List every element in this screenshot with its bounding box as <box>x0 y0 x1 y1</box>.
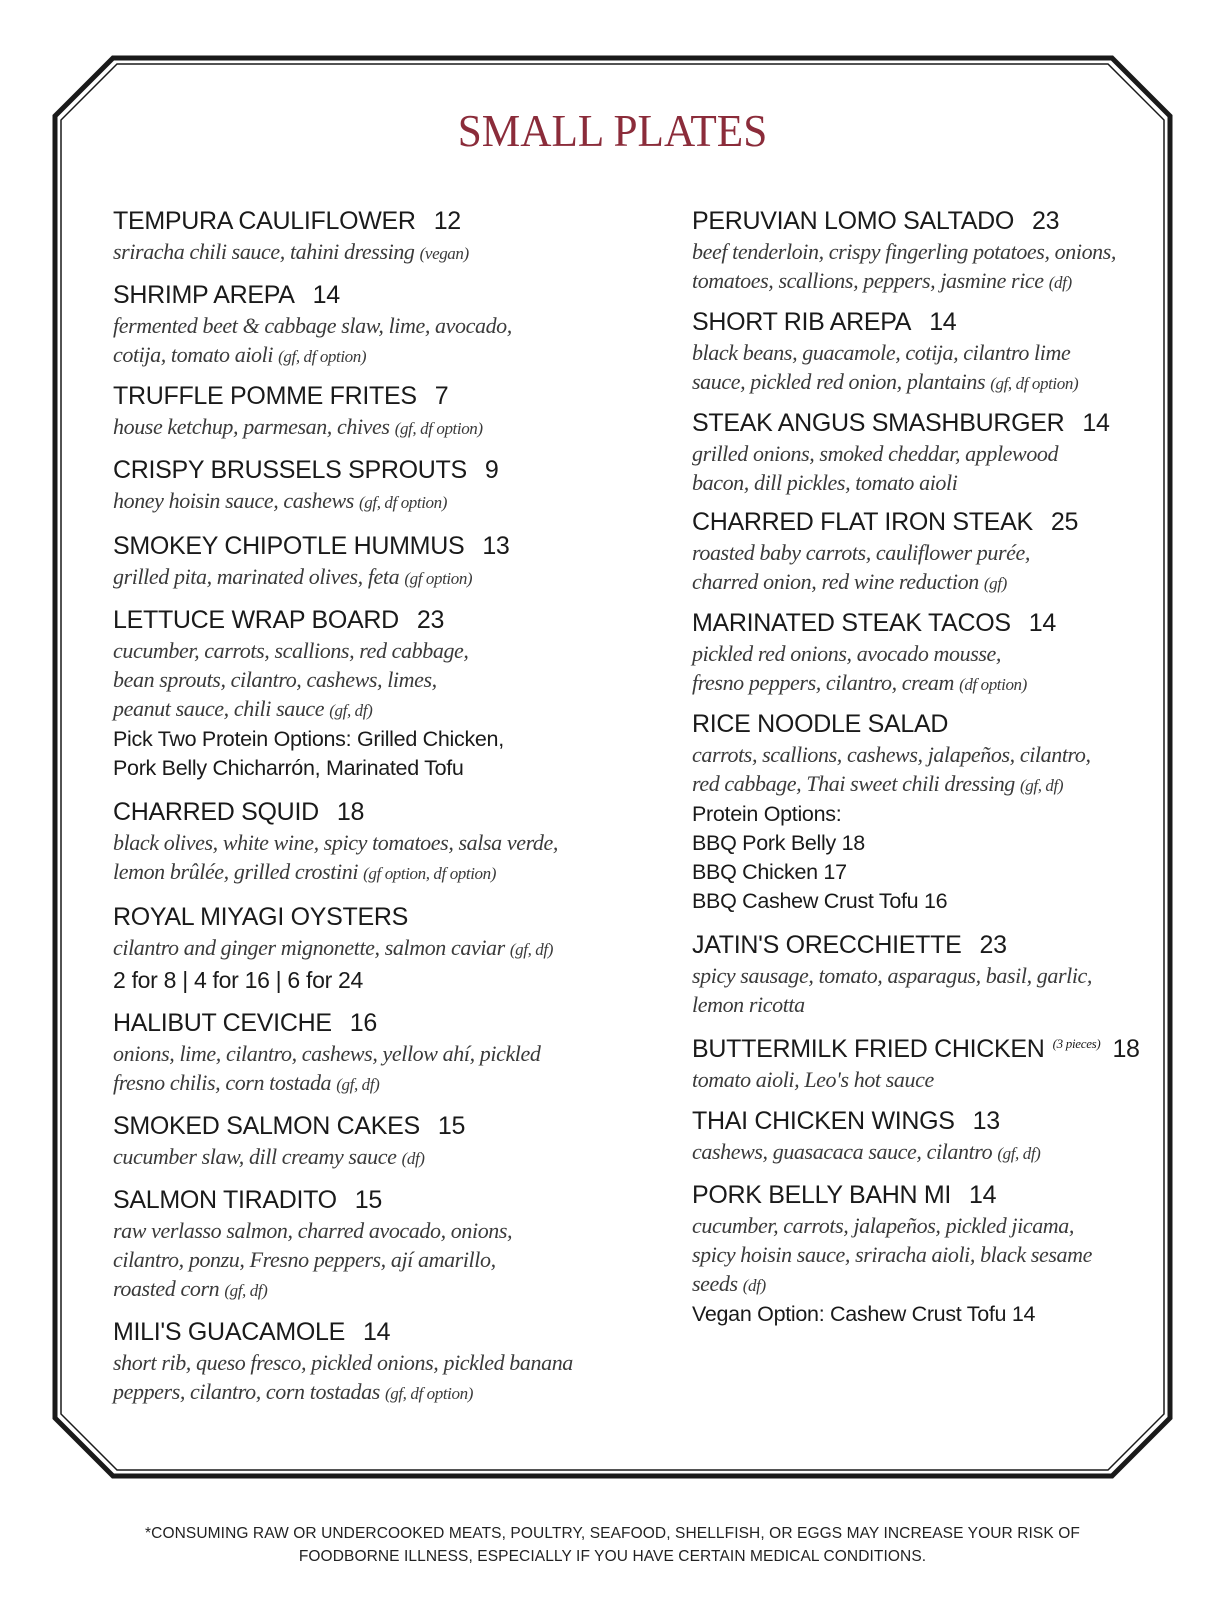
description-text: spicy hoisin sauce, sriracha aioli, black sesame <box>692 1242 1092 1267</box>
description-line <box>113 1245 613 1274</box>
dietary-tag: (gf option) <box>404 569 473 588</box>
description-text: fresno peppers, cilantro, cream <box>692 670 954 695</box>
description-line <box>113 828 613 857</box>
dietary-tag: (gf, df option) <box>384 1384 473 1403</box>
menu-item <box>692 1180 1142 1329</box>
description-text: peanut sauce, chili sauce <box>113 696 325 721</box>
menu-item-price: 13 <box>482 532 510 560</box>
menu-item <box>113 1317 613 1408</box>
description-text: black beans, guacamole, cotija, cilantro lime <box>692 340 1071 365</box>
description-line <box>113 636 613 665</box>
description-line <box>113 1068 613 1099</box>
menu-item-description <box>692 1065 1142 1094</box>
menu-item <box>113 797 613 888</box>
menu-item <box>113 206 613 268</box>
menu-item <box>692 206 1142 297</box>
menu-item-name: THAI CHICKEN WINGS <box>692 1107 955 1135</box>
menu-item <box>692 1029 1142 1094</box>
menu-item-price: 23 <box>1032 207 1060 235</box>
description-line <box>113 1039 613 1068</box>
menu-item-description <box>113 311 613 371</box>
description-line <box>113 933 613 964</box>
description-line <box>692 1065 1142 1094</box>
menu-item-header <box>113 381 613 411</box>
description-text: tomato aioli, Leo's hot sauce <box>692 1067 934 1092</box>
menu-item <box>113 605 613 783</box>
menu-item-description <box>692 538 1142 598</box>
description-text: house ketchup, parmesan, chives <box>113 414 390 439</box>
description-text: roasted corn <box>113 1276 220 1301</box>
description-text: fermented beet & cabbage slaw, lime, avocado, <box>113 313 512 338</box>
menu-item-price: 13 <box>972 1107 1000 1135</box>
description-text: black olives, white wine, spicy tomatoes, salsa verde, <box>113 830 558 855</box>
description-line <box>113 562 613 593</box>
description-text: cilantro and ginger mignonette, salmon caviar <box>113 935 505 960</box>
description-text: honey hoisin sauce, cashews <box>113 488 354 513</box>
menu-item-price: 23 <box>979 931 1007 959</box>
description-text: red cabbage, Thai sweet chili dressing <box>692 771 1015 796</box>
description-line <box>113 1377 613 1408</box>
description-line <box>692 740 1142 769</box>
dietary-tag: (gf, df option) <box>278 347 367 366</box>
description-text: grilled onions, smoked cheddar, applewood <box>692 441 1059 466</box>
description-text: lemon brûlée, grilled crostini <box>113 859 359 884</box>
menu-item <box>692 709 1142 916</box>
description-text: charred onion, red wine reduction <box>692 569 979 594</box>
dietary-tag: (gf, df) <box>997 1144 1041 1163</box>
menu-item-header <box>113 455 613 485</box>
description-line <box>692 961 1142 990</box>
menu-item-description <box>113 933 613 964</box>
menu-item-price: 18 <box>1112 1035 1140 1063</box>
menu-item-header <box>692 507 1142 537</box>
food-safety-disclaimer <box>0 1522 1225 1568</box>
description-line <box>692 338 1142 367</box>
menu-item-name: BUTTERMILK FRIED CHICKEN <box>692 1035 1045 1063</box>
menu-item-option-line: Pork Belly Chicharrón, Marinated Tofu <box>113 756 464 780</box>
description-line <box>692 266 1142 297</box>
menu-item-header <box>692 930 1142 960</box>
menu-item-option-line: BBQ Cashew Crust Tofu 16 <box>692 889 948 913</box>
menu-item-option-line: Vegan Option: Cashew Crust Tofu 14 <box>692 1302 1036 1326</box>
menu-item-name: TEMPURA CAULIFLOWER <box>113 207 416 235</box>
menu-item-name: PERUVIAN LOMO SALTADO <box>692 207 1015 235</box>
dietary-tag: (df) <box>1048 273 1072 292</box>
menu-item <box>692 307 1142 398</box>
menu-item-header <box>692 1106 1142 1136</box>
menu-item-option-line: Pick Two Protein Options: Grilled Chicken, <box>113 727 504 751</box>
dietary-tag: (gf, df) <box>1020 776 1064 795</box>
description-text: cashews, guasacaca sauce, cilantro <box>692 1139 993 1164</box>
menu-item-header <box>113 280 613 310</box>
menu-item-description <box>113 1216 613 1305</box>
menu-item-description <box>692 1137 1142 1168</box>
description-line <box>692 769 1142 800</box>
menu-item <box>113 455 613 517</box>
menu-item-name: HALIBUT CEVICHE <box>113 1009 332 1037</box>
menu-item <box>692 608 1142 699</box>
menu-item <box>113 1185 613 1305</box>
description-line <box>692 1269 1142 1300</box>
dietary-tag: (gf option, df option) <box>363 864 497 883</box>
menu-item-name: LETTUCE WRAP BOARD <box>113 606 399 634</box>
menu-item-name: SALMON TIRADITO <box>113 1186 337 1214</box>
menu-item-header <box>113 1111 613 1141</box>
menu-item-description <box>692 439 1142 497</box>
description-line <box>692 439 1142 468</box>
description-line <box>692 990 1142 1019</box>
description-line <box>113 1142 613 1173</box>
menu-item-description <box>692 961 1142 1019</box>
description-text: bean sprouts, cilantro, cashews, limes, <box>113 667 437 692</box>
menu-item-price: 14 <box>1028 609 1056 637</box>
menu-item-header <box>692 709 1142 739</box>
menu-item-header <box>113 1185 613 1215</box>
menu-item-header <box>692 608 1142 638</box>
disclaimer-line: FOODBORNE ILLNESS, ESPECIALLY IF YOU HAVE CERTAIN MEDICAL CONDITIONS. <box>298 1548 927 1565</box>
description-line <box>113 694 613 725</box>
menu-item-description <box>692 1211 1142 1300</box>
dietary-tag: (df option) <box>959 675 1027 694</box>
menu-item-description <box>692 639 1142 699</box>
menu-item-price: 9 <box>484 456 499 484</box>
description-line <box>113 340 613 371</box>
menu-item-price: 7 <box>434 382 449 410</box>
menu-item-price: 14 <box>969 1181 997 1209</box>
menu-item-name: SMOKEY CHIPOTLE HUMMUS <box>113 532 465 560</box>
description-text: sauce, pickled red onion, plantains <box>692 369 986 394</box>
description-line <box>113 237 613 268</box>
menu-item <box>113 531 613 593</box>
menu-item-name: STEAK ANGUS SMASHBURGER <box>692 409 1065 437</box>
menu-item-description <box>692 740 1142 800</box>
menu-item-description <box>113 237 613 268</box>
menu-item-price: 14 <box>362 1318 391 1346</box>
menu-item-header <box>113 531 613 561</box>
description-text: beef tenderloin, crispy fingerling potatoes, onions, <box>692 239 1117 264</box>
left-menu-column <box>113 206 613 1408</box>
menu-item-portion-note: (3 pieces) <box>1052 1036 1101 1051</box>
description-text: cucumber, carrots, scallions, red cabbage, <box>113 638 469 663</box>
menu-item-option-line: BBQ Chicken 17 <box>692 860 847 884</box>
description-line <box>692 668 1142 699</box>
description-text: fresno chilis, corn tostada <box>113 1070 332 1095</box>
description-line <box>113 665 613 694</box>
description-line <box>692 567 1142 598</box>
dietary-tag: (gf, df option) <box>990 374 1079 393</box>
description-line <box>113 1348 613 1377</box>
menu-item <box>113 381 613 443</box>
description-text: seeds <box>692 1271 738 1296</box>
menu-item-header <box>692 1029 1142 1064</box>
menu-item-name: ROYAL MIYAGI OYSTERS <box>113 903 408 931</box>
description-text: roasted baby carrots, cauliflower purée, <box>692 540 1030 565</box>
dietary-tag: (gf, df) <box>336 1075 380 1094</box>
description-line <box>113 1216 613 1245</box>
menu-item-price: 14 <box>1082 409 1110 437</box>
description-line <box>692 468 1142 497</box>
menu-item-description <box>113 1142 613 1173</box>
menu-item <box>113 280 613 371</box>
menu-item-price: 14 <box>929 308 957 336</box>
dietary-tag: (gf, df) <box>224 1281 268 1300</box>
menu-item-price: 12 <box>433 207 461 235</box>
description-line <box>692 237 1142 266</box>
menu-item-name: MARINATED STEAK TACOS <box>692 609 1011 637</box>
menu-item-name: SMOKED SALMON CAKES <box>113 1112 420 1140</box>
menu-item-header <box>113 1317 613 1347</box>
description-text: sriracha chili sauce, tahini dressing <box>113 239 415 264</box>
description-text: carrots, scallions, cashews, jalapeños, cilantro, <box>692 742 1091 767</box>
menu-item-name: SHORT RIB AREPA <box>692 308 912 336</box>
description-line <box>692 639 1142 668</box>
menu-item-header <box>113 902 613 932</box>
dietary-tag: (gf, df) <box>509 940 553 959</box>
menu-item-description <box>113 828 613 888</box>
description-text: bacon, dill pickles, tomato aioli <box>692 470 958 495</box>
menu-item-name: RICE NOODLE SALAD <box>692 710 949 738</box>
menu-item <box>692 507 1142 598</box>
menu-item-description <box>113 1348 613 1408</box>
description-line <box>113 857 613 888</box>
menu-item <box>692 408 1142 497</box>
menu-item-header <box>692 1180 1142 1210</box>
menu-item-description <box>113 412 613 443</box>
menu-item <box>113 902 613 996</box>
menu-item-price: 15 <box>354 1186 383 1214</box>
menu-item-header <box>113 206 613 236</box>
menu-item-name: CHARRED SQUID <box>113 798 319 826</box>
description-line <box>692 367 1142 398</box>
right-menu-column <box>692 206 1142 1329</box>
menu-item-pricing-line: 2 for 8 | 4 for 16 | 6 for 24 <box>113 967 364 993</box>
menu-item-description <box>692 237 1142 297</box>
menu-item-name: CRISPY BRUSSELS SPROUTS <box>113 456 467 484</box>
menu-item-name: SHRIMP AREPA <box>113 281 295 309</box>
description-text: short rib, queso fresco, pickled onions, pickled banana <box>113 1350 573 1375</box>
menu-item-option-line: BBQ Pork Belly 18 <box>692 831 865 855</box>
menu-item-price: 16 <box>349 1009 377 1037</box>
disclaimer-line: *CONSUMING RAW OR UNDERCOOKED MEATS, POULTRY, SEAFOOD, SHELLFISH, OR EGGS MAY INCREASE YOUR RISK OF <box>145 1525 1080 1542</box>
description-line <box>113 412 613 443</box>
description-text: cilantro, ponzu, Fresno peppers, ají amarillo, <box>113 1247 496 1272</box>
menu-item-name: CHARRED FLAT IRON STEAK <box>692 508 1033 536</box>
menu-item-price: 14 <box>312 281 340 309</box>
menu-item-option-line: Protein Options: <box>692 802 842 826</box>
menu-item-name: TRUFFLE POMME FRITES <box>113 382 417 410</box>
menu-item <box>692 1106 1142 1168</box>
menu-item-name: PORK BELLY BAHN MI <box>692 1181 952 1209</box>
description-line <box>692 538 1142 567</box>
description-text: cucumber, carrots, jalapeños, pickled jicama, <box>692 1213 1074 1238</box>
dietary-tag: (df) <box>401 1149 425 1168</box>
menu-item-description <box>113 636 613 725</box>
menu-item-header <box>692 206 1142 236</box>
menu-item-description <box>692 338 1142 398</box>
menu-item-description <box>113 562 613 593</box>
description-line <box>113 486 613 517</box>
menu-item-header <box>113 1008 613 1038</box>
menu-item-header <box>692 408 1142 438</box>
menu-item-header <box>113 605 613 635</box>
description-text: pickled red onions, avocado mousse, <box>692 641 1002 666</box>
dietary-tag: (df) <box>742 1276 766 1295</box>
description-text: onions, lime, cilantro, cashews, yellow ahí, pickled <box>113 1041 541 1066</box>
description-text: spicy sausage, tomato, asparagus, basil, garlic, <box>692 963 1093 988</box>
menu-item-price: 23 <box>416 606 445 634</box>
description-text: grilled pita, marinated olives, feta <box>113 564 400 589</box>
menu-item-price: 15 <box>437 1112 466 1140</box>
menu-item-name: MILI'S GUACAMOLE <box>113 1318 345 1346</box>
dietary-tag: (vegan) <box>419 244 469 263</box>
description-text: peppers, cilantro, corn tostadas <box>113 1379 380 1404</box>
menu-item-header <box>113 797 613 827</box>
menu-item-header <box>692 307 1142 337</box>
menu-item <box>113 1111 613 1173</box>
menu-item-description <box>113 486 613 517</box>
description-text: cotija, tomato aioli <box>113 342 274 367</box>
menu-item <box>113 1008 613 1099</box>
description-line <box>113 311 613 340</box>
menu-item-price: 18 <box>336 798 365 826</box>
menu-item-name: JATIN'S ORECCHIETTE <box>692 931 962 959</box>
description-text: tomatoes, scallions, peppers, jasmine rice <box>692 268 1044 293</box>
dietary-tag: (gf, df option) <box>394 419 483 438</box>
description-line <box>692 1240 1142 1269</box>
description-text: lemon ricotta <box>692 992 805 1017</box>
menu-item-description <box>113 1039 613 1099</box>
menu-title: SMALL PLATES <box>457 105 768 156</box>
description-line <box>113 1274 613 1305</box>
description-text: raw verlasso salmon, charred avocado, onions, <box>113 1218 513 1243</box>
description-text: cucumber slaw, dill creamy sauce <box>113 1144 397 1169</box>
dietary-tag: (gf, df) <box>329 701 373 720</box>
menu-item-price: 25 <box>1050 508 1079 536</box>
dietary-tag: (gf, df option) <box>359 493 448 512</box>
dietary-tag: (gf) <box>983 574 1007 593</box>
description-line <box>692 1137 1142 1168</box>
menu-item <box>692 930 1142 1019</box>
description-line <box>692 1211 1142 1240</box>
